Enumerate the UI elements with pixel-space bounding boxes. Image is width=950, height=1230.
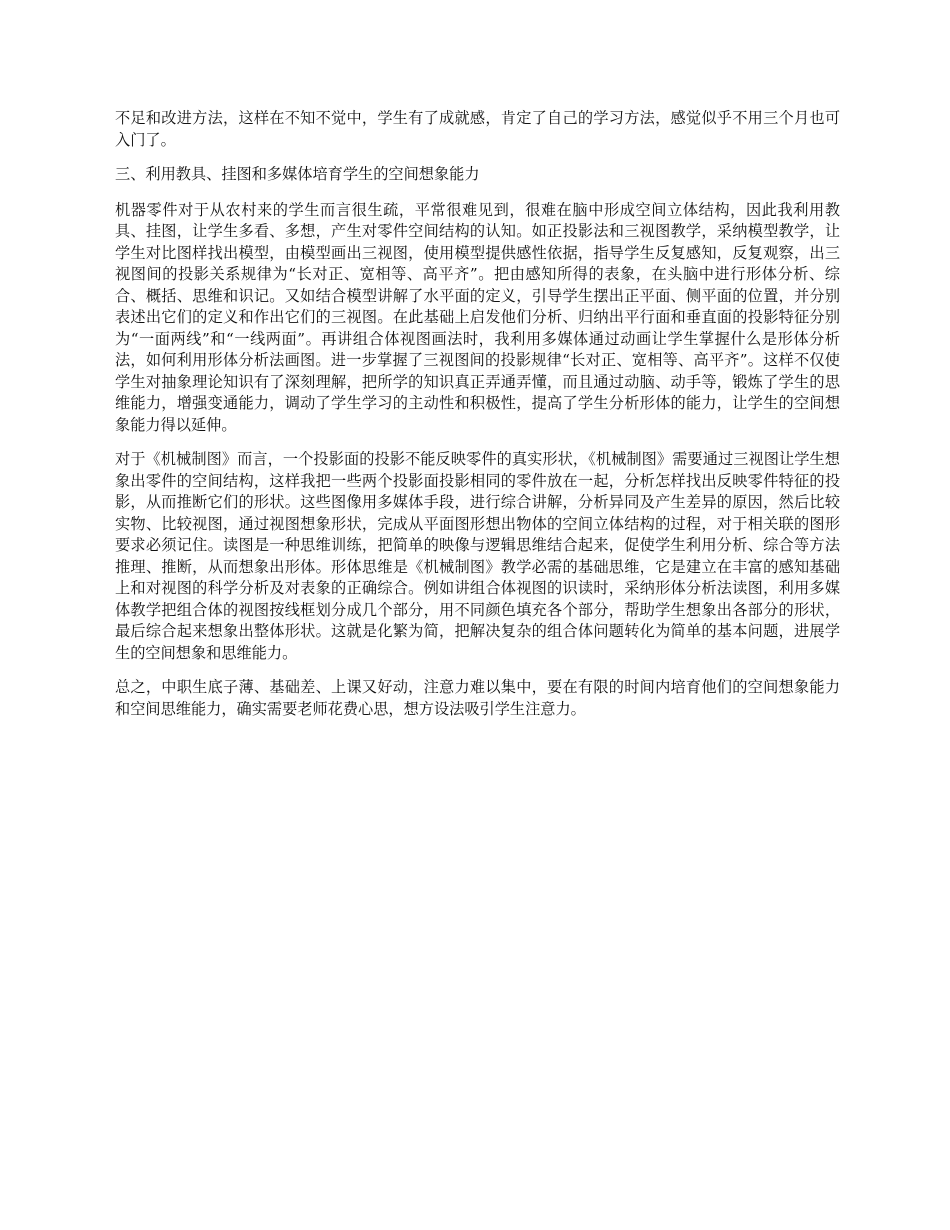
- paragraph-intro-continuation: 不足和改进方法，这样在不知不觉中，学生有了成就感，肯定了自己的学习方法，感觉似乎不用三个月也可入门了。: [115, 109, 840, 149]
- document-body: [115, 108, 840, 733]
- section-heading: 三、利用教具、挂图和多媒体培育学生的空间想象能力: [115, 165, 480, 183]
- paragraph-teaching-aids: 机器零件对于从农村来的学生而言很生疏，平常很难见到，很难在脑中形成空间立体结构，因此我利用教具、挂图，让学生多看、多想，产生对零件空间结构的认知。如正投影法和三视图教学，采纳模型教学，让学生对比图样找出模型，由模型画出三视图，使用模型提供感性依据，指导学生反复感知，反复观察，出三视图间的投影关系规律为“长对正、宽相等、高平齐”。把由感知所得的表象，在头脑中进行形体分析、综合、概括、思维和识记。又如结合模型讲解了水平面的定义，引导学生摆出正平面、侧平面的位置，并分别表述出它们的定义和作出它们的三视图。在此基础上启发他们分析、归纳出平行面和垂直面的投影特征分别为“一面两线”和“一线两面”。再讲组合体视图画法时，我利用多媒体通过动画让学生掌握什么是形体分析法，如何利用形体分析法画图。进一步掌握了三视图间的投影规律“长对正、宽相等、高平齐”。这样不仅使学生对抽象理论知识有了深刻理解，把所学的知识真正弄通弄懂，而且通过动脑、动手等，锻炼了学生的思维能力，增强变通能力，调动了学生学习的主动性和积极性，提高了学生分析形体的能力，让学生的空间想象能力得以延伸。: [115, 200, 840, 434]
- paragraph-conclusion: 总之，中职生底子薄、基础差、上课又好动，注意力难以集中，要在有限的时间内培育他们的空间想象能力和空间思维能力，确实需要老师花费心思，想方设法吸引学生注意力。: [115, 678, 840, 718]
- paragraph-three-views: 对于《机械制图》而言，一个投影面的投影不能反映零件的真实形状，《机械制图》需要通过三视图让学生想象出零件的空间结构，这样我把一些两个投影面投影相同的零件放在一起，分析怎样找出反映零件特征的投影，从而推断它们的形状。这些图像用多媒体手段，进行综合讲解，分析异同及产生差异的原因，然后比较实物、比较视图，通过视图想象形状，完成从平面图形想出物体的空间立体结构的过程，对于相关联的图形要求必须记住。读图是一种思维训练，把简单的映像与逻辑思维结合起来，促使学生利用分析、综合等方法推理、推断，从而想象出形体。形体思维是《机械制图》教学必需的基础思维，它是建立在丰富的感知基础上和对视图的科学分析及对表象的正确综合。例如讲组合体视图的识读时，采纳形体分析法读图，利用多媒体教学把组合体的视图按线框划分成几个部分，用不同颜色填充各个部分，帮助学生想象出各部分的形状，最后综合起来想象出整体形状。这就是化繁为简，把解决复杂的组合体问题转化为简单的基本问题，进展学生的空间想象和思维能力。: [115, 450, 840, 662]
